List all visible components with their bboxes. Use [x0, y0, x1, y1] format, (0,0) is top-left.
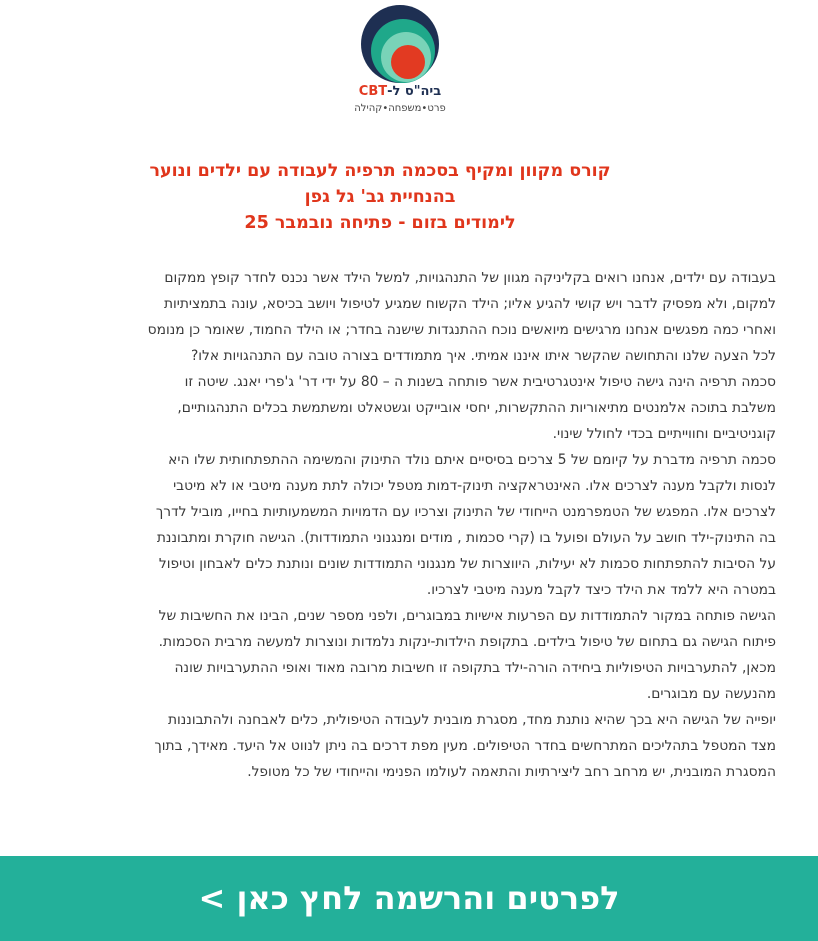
description-line: לכל הצעה שלנו והתחושה שהקשר איתו איננו אמיתי. איך מתמודדים בצורה טובה עם התנהגויות אלו?: [190, 348, 776, 364]
description-line: יופייה של הגישה היא בכך שהיא נותנת מחד, מסגרת מובנית לעבודה הטיפולית, כלים לאבחנה ולהתבוננות: [167, 712, 776, 728]
description-line: קוגניטיביים וחווייתיים בכדי לחולל שינוי.: [552, 426, 776, 442]
description-line: מצד המטפל בתהליכים המתרחשים בחדר הטיפולים. מעין מפת דרכים בה ניתן לנווט אל היעד. מאידך, בתוך: [154, 738, 776, 754]
school-logo: [330, 4, 470, 120]
logo-cbt-text: CBT: [358, 84, 388, 99]
description-line: ואחרי כמה מפגשים אנחנו מרגישים מיואשים נוכח ההתנגדות שישנה בחדר; או הילד החמוד, שאומר כן מנומס: [147, 322, 776, 338]
description-line: סכמה תרפיה הינה גישה טיפול אינטגרטיבית אשר פותחה בשנות ה – 80 על ידי דר' ג'פרי יאנג. שיטה זו: [184, 374, 776, 390]
description-line: בה התינוק-ילד חושב על העולם ופועל בו (קרי סכמות , מודים ומנגנוני התמודדות). הגישה חוקרת ומתבוננת: [156, 530, 776, 546]
description-line: סכמה תרפיה מדברת על קיומם של 5 צרכים בסיסיים איתם נולד התינוק והמשימה ההתפתחותית שלו היא: [168, 452, 776, 468]
course-schedule: לימודים בזום - פתיחה נובמבר 25: [244, 213, 516, 233]
description-line: הגישה פותחה במקור להתמודדות עם הפרעות אישיות במבוגרים, ולפני מספר שנים, הבינו את החשיבות של: [158, 608, 776, 624]
description-line: במטרה היא ללמד את הילד כיצד לקבל מענה מיטבי לצרכיו.: [426, 582, 776, 598]
description-line: מהנעשה עם מבוגרים.: [646, 686, 776, 702]
description-line: המסגרת המובנית, יש מרחב רחב ליצירתיות והתאמה לעולמו הפנימי והייחודי של כל מטופל.: [247, 764, 776, 780]
description-line: על הסיבות להתפתחות סכמות לא יעילות, היווצרות של מנגנוני התמודדות שונים ונותנת כלים לאבחון וטיפול: [158, 556, 776, 572]
logo-tagline: פרט•משפחה•קהילה: [354, 103, 446, 114]
course-title: קורס מקוון ומקיף בסכמה תרפיה לעבודה עם ילדים ונוער: [149, 161, 611, 181]
description-line: מכאן, להתערבויות הטיפוליות ביחידה הורה-ילד בתקופה זו חשיבות מרובה מאוד ואופי ההתערבויות שונה: [174, 660, 776, 676]
description-line: לצרכים אלו. המפגש של הטמפרמנט הייחודי של התינוק וצרכיו עם הדמויות המשמעותיות בחייו, מוביל לדרך: [155, 504, 776, 520]
course-instructor: בהנחיית גב' גל גפן: [304, 187, 456, 207]
description-line: משלבת בתוכה אלמנטים מתיאוריות ההתקשרות, יחסי אובייקט וגשטאלט ומשתמשת בכלים התנהגותיים,: [177, 400, 776, 416]
course-description: [42, 265, 776, 785]
description-line: למקום, ולא מפסיק לדבר ויש קושי להגיע אליו; הילד הקשוח שמגיע לטיפול ויושב בכיסא, עונה בתמציתיות: [163, 296, 776, 312]
logo-circles-icon: [352, 4, 448, 84]
course-heading: [100, 158, 660, 236]
description-line: פיתוח הגישה גם בתחום של טיפול בילדים. בתקופת הילדות-ינקות נלמדות ונוצרות למעשה מרבית הסכמות.: [158, 634, 776, 650]
register-button[interactable]: לפרטים והרשמה לחץ כאן >: [0, 856, 818, 941]
description-line: בעבודה עם ילדים, אנחנו רואים בקליניקה מגוון של התנהגויות, למשל הילד אשר נכנס לחדר קופץ ממקום: [164, 270, 776, 286]
logo-name: ביה"ס ל-CBT: [358, 84, 442, 99]
description-line: לנסות ולקבל מענה לצרכים אלו. האינטראקציה תינוק-דמות מטפל יכולה לתת מענה מיטבי או לא מיטבי: [173, 478, 776, 494]
